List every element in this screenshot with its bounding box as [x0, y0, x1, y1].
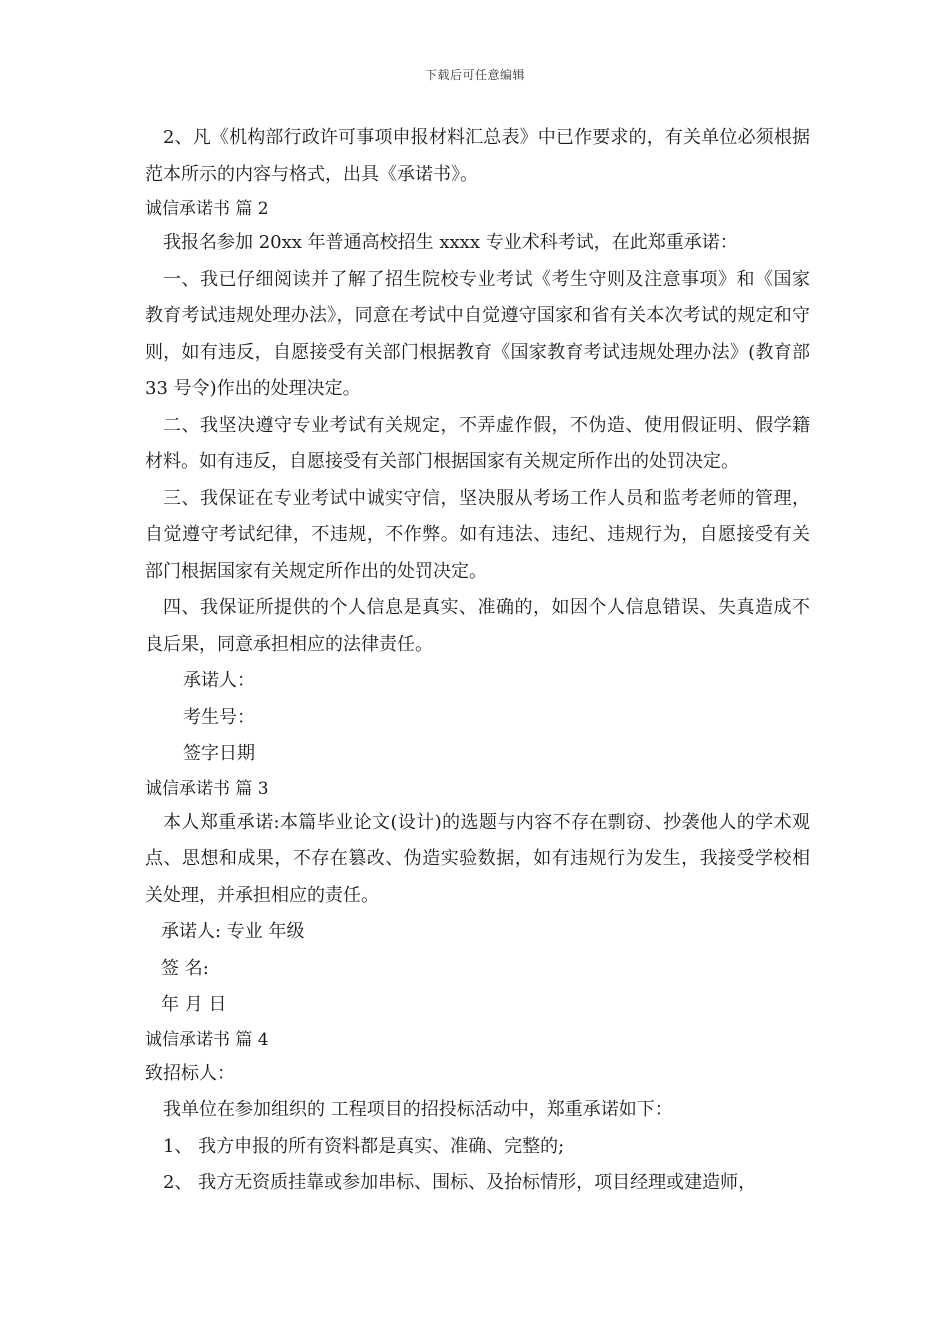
section-heading-3: 诚信承诺书 篇 3: [145, 778, 269, 799]
exam-number-label: 考生号：: [183, 706, 255, 728]
signer-label: 承诺人：: [183, 670, 255, 691]
bid-clause-2: 2、 我方无资质挂靠或参加串标、围标、及抬标情形，项目经理或建造师，: [163, 1172, 757, 1193]
page-header-note: 下载后可任意编辑: [424, 68, 525, 82]
bid-clause-1: 1、 我方申报的所有资料都是真实、准确、完整的;: [163, 1135, 565, 1157]
thesis-signer-label: 承诺人: 专业 年级: [161, 921, 305, 942]
paragraph-item-2: 2、凡《机构部行政许可事项申报材料汇总表》中已作要求的，有关单位必须根据范本所示的内容与格式，出具《承诺书》。: [145, 127, 810, 185]
addressee: 致招标人：: [145, 1062, 235, 1084]
thesis-pledge: 本人郑重承诺:本篇毕业论文(设计)的选题与内容不存在剽窃、抄袭他人的学术观点、思想和成果，不存在篡改、伪造实验数据，如有违规行为发生，我接受学校相关处理，并承担相应的责任。: [145, 811, 810, 906]
section-heading-2: 诚信承诺书 篇 2: [145, 199, 269, 219]
sign-date-label: 签字日期: [183, 743, 255, 764]
thesis-date-label: 年 月 日: [161, 994, 227, 1015]
pledge-clause-3: 三、我保证在专业考试中诚实守信，坚决服从考场工作人员和监考老师的管理，自觉遵守考试纪律，不违规，不作弊。如有违法、违纪、违规行为，自愿接受有关部门根据国家有关规定所作出的处罚决定。: [145, 487, 810, 582]
pledge-clause-2: 二、我坚决遵守专业考试有关规定，不弄虚作假，不伪造、使用假证明、假学籍材料。如有违反，自愿接受有关部门根据国家有关规定所作出的处罚决定。: [145, 414, 810, 472]
bid-pledge-intro: 我单位在参加组织的 工程项目的招投标活动中，郑重承诺如下：: [163, 1099, 673, 1120]
section-heading-4: 诚信承诺书 篇 4: [145, 1029, 269, 1050]
document-body: [145, 120, 810, 1202]
pledge-clause-1: 一、我已仔细阅读并了解了招生院校专业考试《考生守则及注意事项》和《国家教育考试违规处理办法》，同意在考试中自觉遵守国家和省有关本次考试的规定和守则，如有违反，自愿接受有关部门根据教育《国家教育考试违规处理办法》(教育部 33 号令)作出的处理决定。: [145, 268, 810, 399]
pledge-intro: 我报名参加 20xx 年普通高校招生 xxxx 专业术科考试，在此郑重承诺：: [163, 232, 738, 253]
pledge-clause-4: 四、我保证所提供的个人信息是真实、准确的，如因个人信息错误、失真造成不良后果，同意承担相应的法律责任。: [145, 597, 810, 655]
thesis-sign-label: 签 名:: [161, 957, 209, 979]
